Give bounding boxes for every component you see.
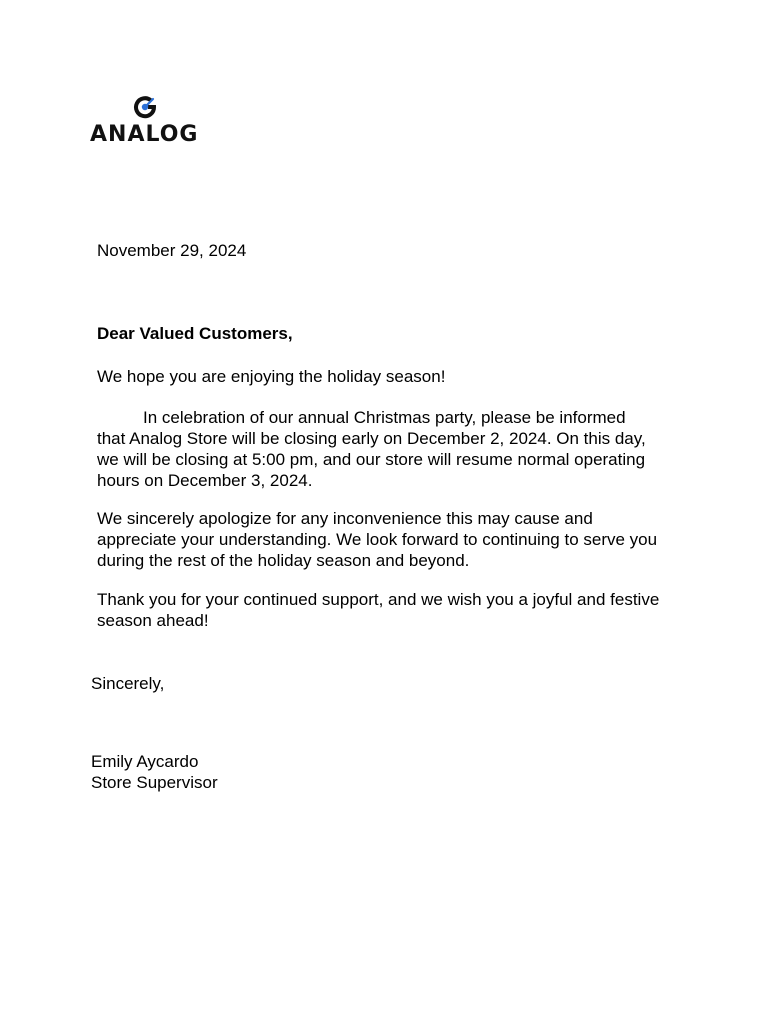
company-logo [90, 94, 200, 148]
paragraph-line: that Analog Store will be closing early on December 2, 2024. On this day, [97, 429, 646, 448]
paragraph-line: appreciate your understanding. We look forward to continuing to serve you [97, 530, 658, 549]
paragraph-line: we will be closing at 5:00 pm, and our store will resume normal operating [97, 450, 646, 469]
paragraph-line: season ahead! [97, 611, 209, 630]
letter-date: November 29, 2024 [97, 241, 247, 260]
paragraph-thanks [97, 589, 687, 631]
closing: Sincerely, [91, 674, 165, 693]
paragraph-apology [97, 508, 687, 571]
paragraph-line: during the rest of the holiday season and beyond. [97, 551, 470, 570]
paragraph-line: We sincerely apologize for any inconvenience this may cause and [97, 509, 593, 528]
paragraph-greeting: We hope you are enjoying the holiday season! [97, 367, 446, 386]
paragraph-line: hours on December 3, 2024. [97, 471, 313, 490]
analog-g-icon [132, 94, 158, 120]
salutation: Dear Valued Customers, [97, 324, 293, 343]
paragraph-closing-notice [97, 407, 687, 491]
paragraph-line: In celebration of our annual Christmas party, please be informed [143, 408, 626, 427]
signature-name: Emily Aycardo [91, 752, 199, 771]
paragraph-line: Thank you for your continued support, and we wish you a joyful and festive [97, 590, 660, 609]
logo-wordmark: ANALOG [90, 122, 199, 147]
signature-title: Store Supervisor [91, 773, 218, 792]
